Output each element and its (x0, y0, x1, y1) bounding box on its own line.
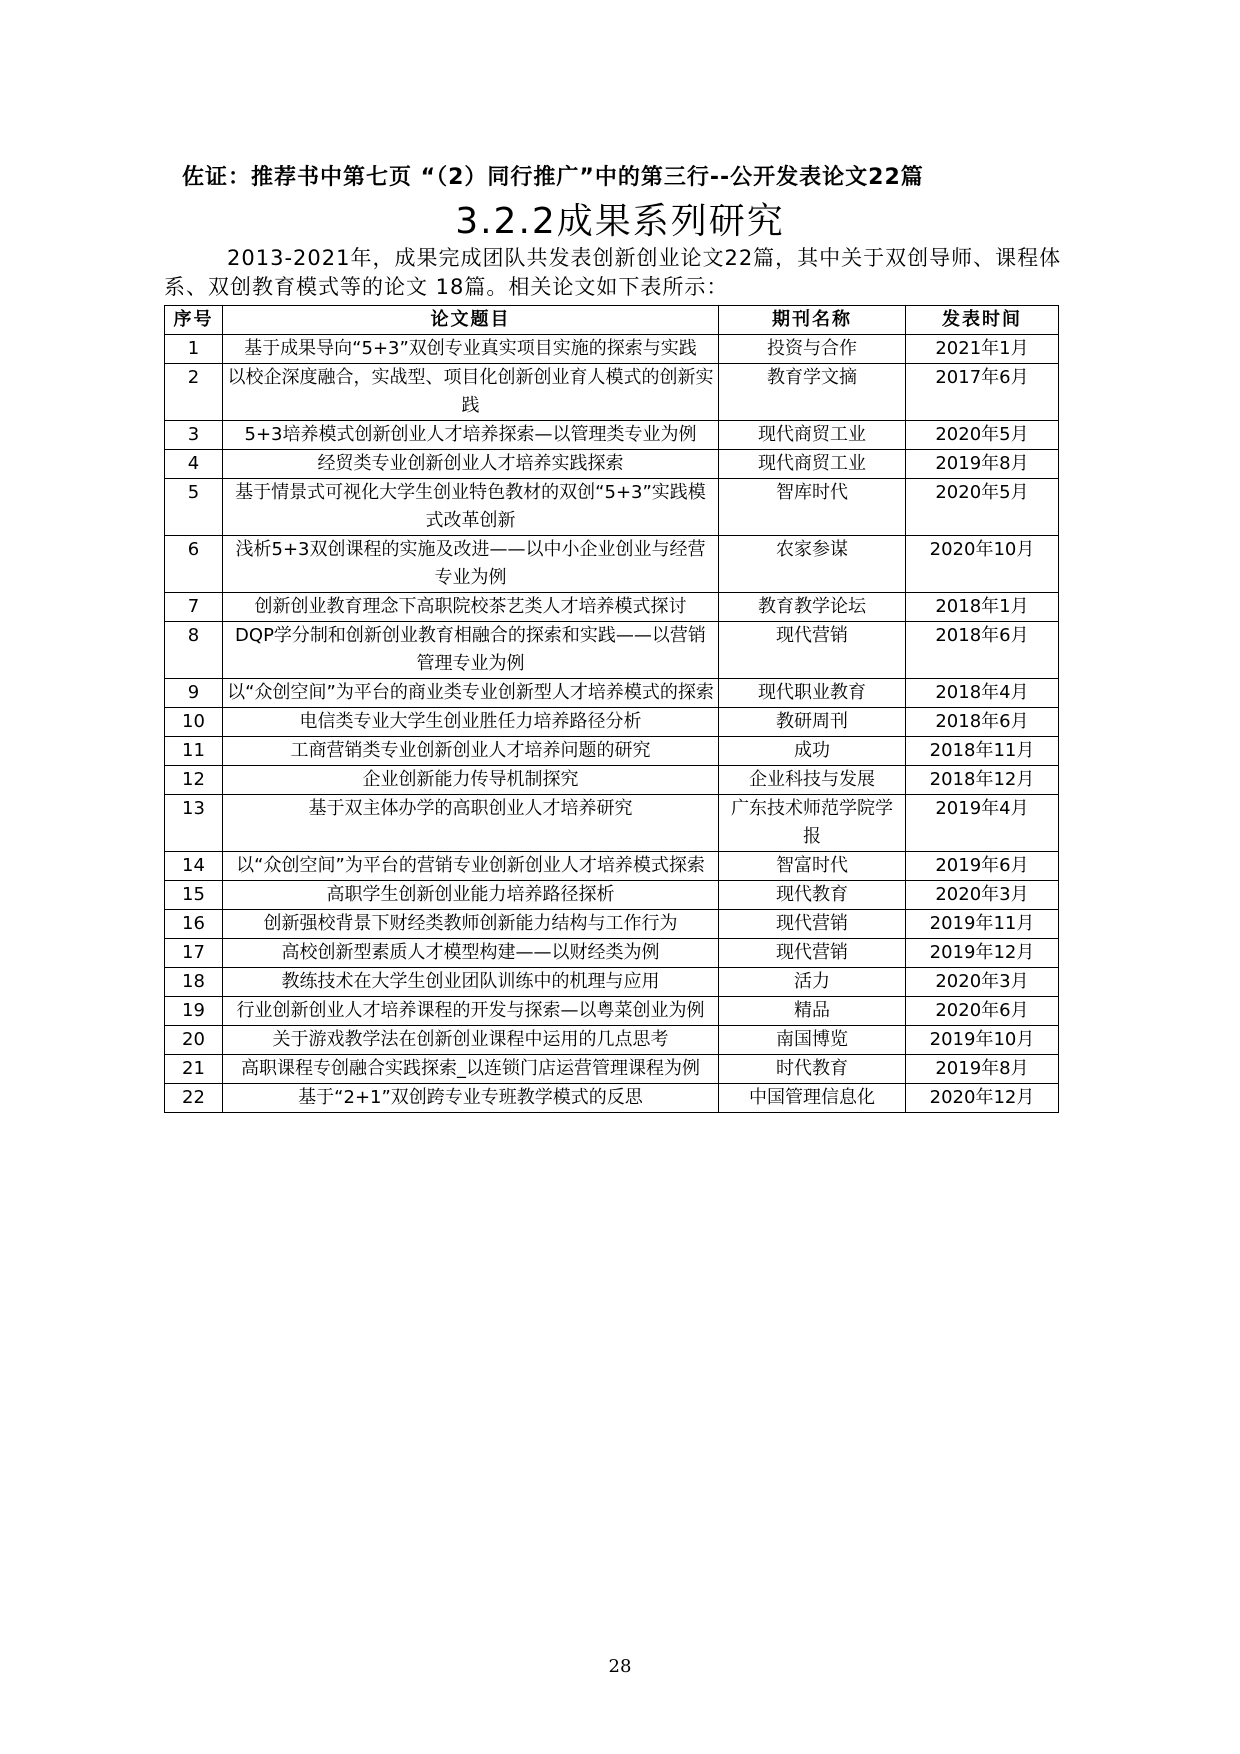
cell-no: 1 (165, 335, 223, 364)
page-number: 28 (608, 1656, 632, 1677)
cell-title: 高职学生创新创业能力培养路径探析 (223, 881, 719, 910)
cell-no: 11 (165, 737, 223, 766)
cell-no: 22 (165, 1084, 223, 1113)
header-title: 论文题目 (223, 306, 719, 335)
cell-journal: 现代教育 (719, 881, 906, 910)
header-no: 序号 (165, 306, 223, 335)
table-row (165, 421, 1059, 450)
cell-journal: 智富时代 (719, 852, 906, 881)
table-row (165, 622, 1059, 679)
cell-date: 2020年3月 (906, 968, 1059, 997)
cell-no: 19 (165, 997, 223, 1026)
cell-title: 浅析5+3双创课程的实施及改进——以中小企业创业与经营专业为例 (223, 536, 719, 593)
cell-title: 工商营销类专业创新创业人才培养问题的研究 (223, 737, 719, 766)
cell-journal: 现代职业教育 (719, 679, 906, 708)
cell-date: 2019年12月 (906, 939, 1059, 968)
table-row (165, 881, 1059, 910)
intro-paragraph (164, 244, 1084, 302)
evidence-line: 佐证：推荐书中第七页 “（2）同行推广”中的第三行--公开发表论文22篇 (182, 165, 924, 190)
cell-date: 2018年6月 (906, 708, 1059, 737)
cell-date: 2019年6月 (906, 852, 1059, 881)
cell-title: DQP学分制和创新创业教育相融合的探索和实践——以营销管理专业为例 (223, 622, 719, 679)
cell-title: 5+3培养模式创新创业人才培养探索—以管理类专业为例 (223, 421, 719, 450)
header-journal: 期刊名称 (719, 306, 906, 335)
cell-title: 高校创新型素质人才模型构建——以财经类为例 (223, 939, 719, 968)
cell-no: 15 (165, 881, 223, 910)
cell-title: 基于情景式可视化大学生创业特色教材的双创“5+3”实践模式改革创新 (223, 479, 719, 536)
cell-title: 创新创业教育理念下高职院校茶艺类人才培养模式探讨 (223, 593, 719, 622)
papers-table-body (165, 335, 1059, 1113)
cell-date: 2018年6月 (906, 622, 1059, 679)
cell-title: 基于双主体办学的高职创业人才培养研究 (223, 795, 719, 852)
table-row (165, 335, 1059, 364)
cell-date: 2020年12月 (906, 1084, 1059, 1113)
cell-journal: 现代商贸工业 (719, 421, 906, 450)
cell-no: 4 (165, 450, 223, 479)
cell-journal: 活力 (719, 968, 906, 997)
cell-journal: 智库时代 (719, 479, 906, 536)
cell-no: 2 (165, 364, 223, 421)
cell-date: 2020年3月 (906, 881, 1059, 910)
cell-journal: 现代营销 (719, 622, 906, 679)
cell-title: 企业创新能力传导机制探究 (223, 766, 719, 795)
cell-no: 9 (165, 679, 223, 708)
cell-journal: 现代营销 (719, 939, 906, 968)
cell-date: 2019年8月 (906, 450, 1059, 479)
cell-date: 2019年10月 (906, 1026, 1059, 1055)
table-row (165, 1026, 1059, 1055)
table-row (165, 450, 1059, 479)
cell-journal: 教育学文摘 (719, 364, 906, 421)
cell-journal: 教研周刊 (719, 708, 906, 737)
section-title: 3.2.2成果系列研究 (455, 201, 785, 242)
cell-journal: 精品 (719, 997, 906, 1026)
cell-title: 以“众创空间”为平台的商业类专业创新型人才培养模式的探索 (223, 679, 719, 708)
cell-no: 7 (165, 593, 223, 622)
table-row (165, 968, 1059, 997)
table-row (165, 939, 1059, 968)
cell-date: 2018年12月 (906, 766, 1059, 795)
cell-journal: 南国博览 (719, 1026, 906, 1055)
cell-date: 2020年5月 (906, 479, 1059, 536)
table-row (165, 795, 1059, 852)
cell-no: 13 (165, 795, 223, 852)
cell-date: 2020年6月 (906, 997, 1059, 1026)
cell-date: 2020年10月 (906, 536, 1059, 593)
cell-no: 3 (165, 421, 223, 450)
cell-journal: 现代商贸工业 (719, 450, 906, 479)
cell-journal: 投资与合作 (719, 335, 906, 364)
papers-table (164, 305, 1059, 1113)
cell-title: 行业创新创业人才培养课程的开发与探索—以粤菜创业为例 (223, 997, 719, 1026)
cell-date: 2018年4月 (906, 679, 1059, 708)
cell-date: 2019年4月 (906, 795, 1059, 852)
cell-date: 2019年8月 (906, 1055, 1059, 1084)
cell-no: 20 (165, 1026, 223, 1055)
cell-title: 教练技术在大学生创业团队训练中的机理与应用 (223, 968, 719, 997)
cell-no: 21 (165, 1055, 223, 1084)
header-date: 发表时间 (906, 306, 1059, 335)
cell-title: 高职课程专创融合实践探索_以连锁门店运营管理课程为例 (223, 1055, 719, 1084)
table-row (165, 708, 1059, 737)
cell-journal: 现代营销 (719, 910, 906, 939)
intro-text: 2013-2021年，成果完成团队共发表创新创业论文22篇，其中关于双创导师、课程体系、双创教育模式等的论文 18篇。相关论文如下表所示： (164, 246, 1062, 299)
table-row (165, 1055, 1059, 1084)
cell-date: 2021年1月 (906, 335, 1059, 364)
cell-date: 2018年1月 (906, 593, 1059, 622)
table-row (165, 364, 1059, 421)
cell-no: 17 (165, 939, 223, 968)
table-row (165, 766, 1059, 795)
cell-title: 电信类专业大学生创业胜任力培养路径分析 (223, 708, 719, 737)
cell-date: 2020年5月 (906, 421, 1059, 450)
cell-no: 6 (165, 536, 223, 593)
cell-no: 5 (165, 479, 223, 536)
table-row (165, 852, 1059, 881)
cell-date: 2017年6月 (906, 364, 1059, 421)
cell-no: 10 (165, 708, 223, 737)
table-row (165, 536, 1059, 593)
cell-journal: 中国管理信息化 (719, 1084, 906, 1113)
cell-journal: 时代教育 (719, 1055, 906, 1084)
cell-title: 经贸类专业创新创业人才培养实践探索 (223, 450, 719, 479)
cell-journal: 广东技术师范学院学报 (719, 795, 906, 852)
cell-journal: 教育教学论坛 (719, 593, 906, 622)
cell-journal: 企业科技与发展 (719, 766, 906, 795)
table-row (165, 997, 1059, 1026)
table-row (165, 1084, 1059, 1113)
cell-date: 2018年11月 (906, 737, 1059, 766)
cell-date: 2019年11月 (906, 910, 1059, 939)
cell-no: 14 (165, 852, 223, 881)
cell-no: 18 (165, 968, 223, 997)
table-row (165, 737, 1059, 766)
cell-title: 基于“2+1”双创跨专业专班教学模式的反思 (223, 1084, 719, 1113)
table-row (165, 910, 1059, 939)
table-row (165, 593, 1059, 622)
cell-no: 8 (165, 622, 223, 679)
cell-title: 以“众创空间”为平台的营销专业创新创业人才培养模式探索 (223, 852, 719, 881)
cell-title: 关于游戏教学法在创新创业课程中运用的几点思考 (223, 1026, 719, 1055)
cell-no: 12 (165, 766, 223, 795)
cell-no: 16 (165, 910, 223, 939)
cell-journal: 成功 (719, 737, 906, 766)
cell-title: 以校企深度融合，实战型、项目化创新创业育人模式的创新实践 (223, 364, 719, 421)
cell-title: 创新强校背景下财经类教师创新能力结构与工作行为 (223, 910, 719, 939)
cell-journal: 农家参谋 (719, 536, 906, 593)
table-row (165, 679, 1059, 708)
table-header-row (165, 306, 1059, 335)
cell-title: 基于成果导向“5+3”双创专业真实项目实施的探索与实践 (223, 335, 719, 364)
table-row (165, 479, 1059, 536)
